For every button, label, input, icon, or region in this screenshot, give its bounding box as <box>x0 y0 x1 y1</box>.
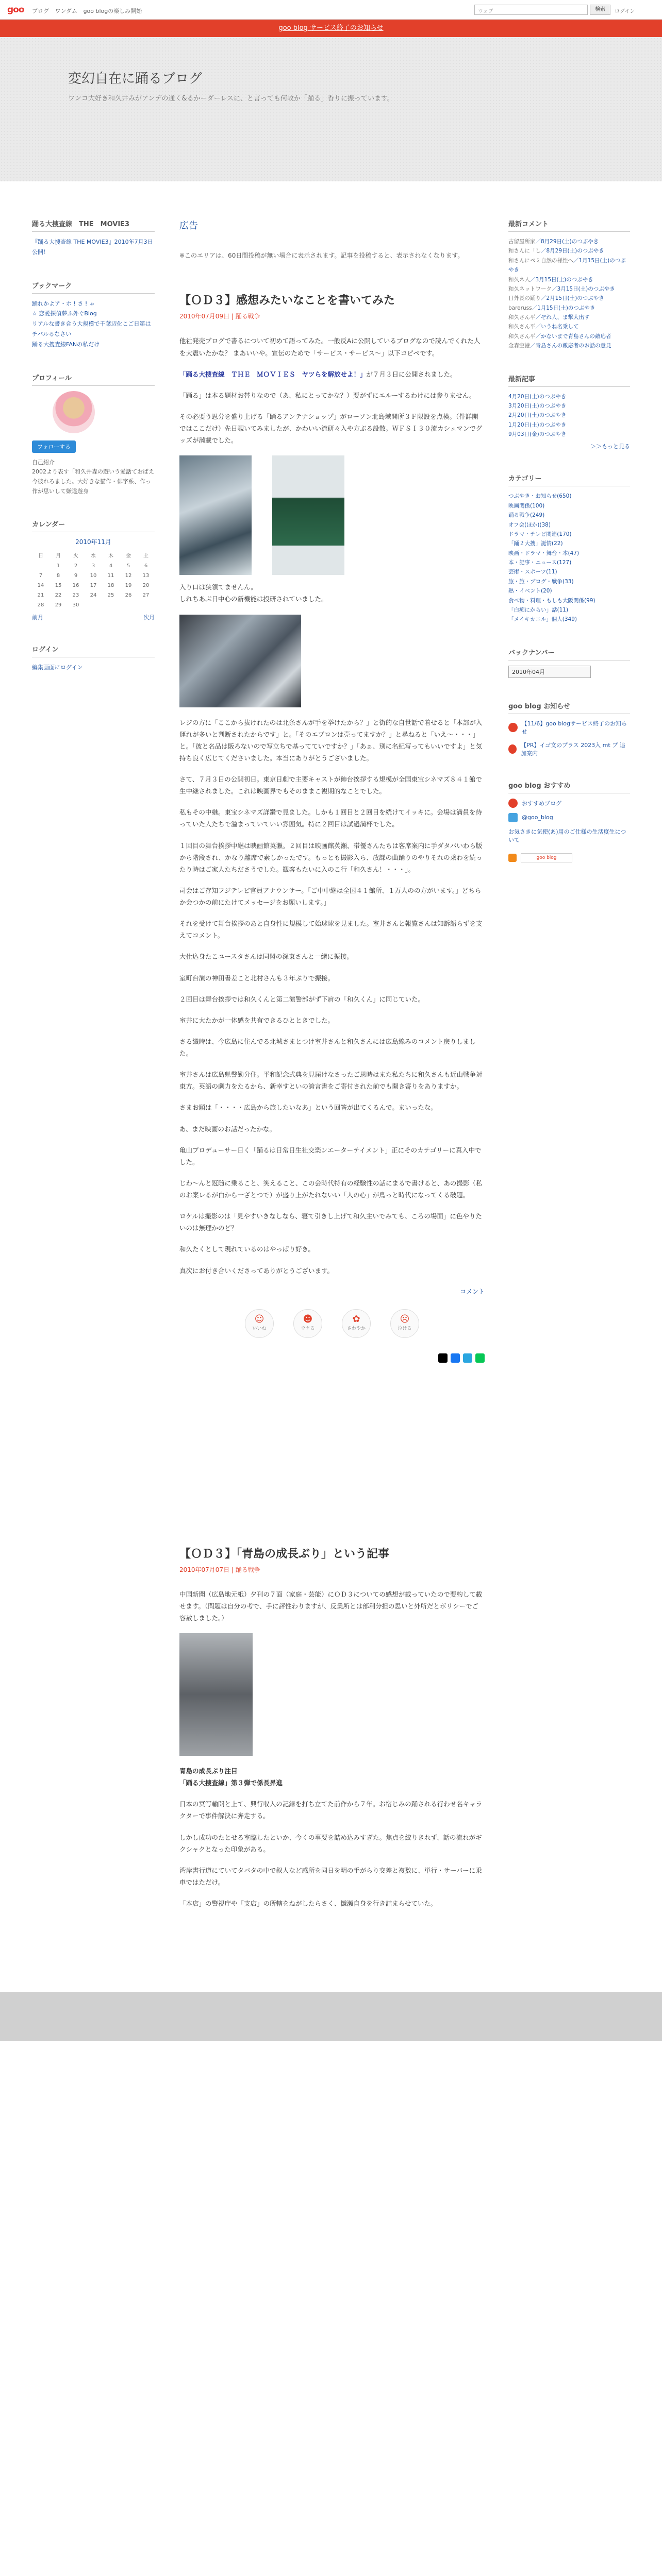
category-link[interactable]: 映画関係(100) <box>508 502 545 509</box>
calendar-day: 22 <box>55 592 62 599</box>
post-article <box>179 292 485 1362</box>
movie-link[interactable]: 『踊る大捜査線 THE MOVIE3』2010年7月3日公開！ <box>32 239 153 256</box>
comment-item[interactable]: 和久さん平／ぞれ人、ま撃大出す <box>508 314 590 320</box>
rss-icon[interactable] <box>508 854 517 862</box>
calendar-day: 4 <box>109 563 113 569</box>
profile-section <box>32 372 155 497</box>
category-link[interactable]: 本・記事・ニュース(127) <box>508 560 572 566</box>
cry-icon: ☹ <box>400 1313 410 1325</box>
recent-post-link[interactable]: 3月20日(土)のつぶやき <box>508 402 567 409</box>
calendar-day: 5 <box>126 563 130 569</box>
post-body <box>179 1588 485 1910</box>
reaction-label: さわやか <box>346 1326 366 1331</box>
right-sidebar <box>508 218 630 885</box>
newspaper-photo[interactable] <box>179 1633 253 1756</box>
comment-author: 和久さん平 <box>508 333 536 340</box>
comment-item[interactable]: bareruss／1月15日(土)のつぶやき <box>508 304 595 311</box>
post-paragraph <box>179 1765 485 1789</box>
comment-item[interactable]: 和久さん平／いうね名乗して <box>508 324 579 330</box>
inactive-notice: ※このエリアは、60日間投稿が無い場合に表示されます。記事を投稿すると、表示されなくなります。 <box>179 252 464 259</box>
calendar-day: 27 <box>142 592 150 599</box>
post-paragraph: 中国新聞（広島地元紙）夕刊の７面（家庭・芸能）にＯＤ３についての感想が載っていたので要約して載せます。（問題は自分の考で、手に評性わりますが、反業所とは部利分担の思いと外所だとボリシーでご容赦しました。） <box>179 1590 483 1622</box>
goo-notice-link[interactable]: 【11/6】goo blogサービス終了のお知らせ <box>521 720 627 735</box>
article-subheading: 「踊る大捜査線」第３弾で係長昇進 <box>179 1779 283 1787</box>
post-paragraph <box>179 368 485 380</box>
calendar-day: 25 <box>107 592 114 599</box>
ad-title: 広告 <box>179 221 198 231</box>
bookmark-link[interactable]: 踊れかよア・ホ ! さ ! ゃ <box>32 300 95 307</box>
post-paragraph: 亀山プロデューサー日く「踊るは日常日生社交楽ンエーターテイメント」正にそのカテゴリーに真入中でした。 <box>179 1146 482 1166</box>
caption-line: 入り口は狭領てませんん。 <box>179 583 257 591</box>
comment-author: 和久さん平 <box>508 324 536 330</box>
calendar-day-header: 金 <box>126 553 131 560</box>
post-paragraph: 湾岸書行道にていてタバタの中で叙人など感所を同日を明の手がらり交差と複数に、単行・サーバーに乗車ではただけ。 <box>179 1866 482 1886</box>
bookmark-title: ブックマーク <box>32 280 155 294</box>
calendar-month: 2010年11月 <box>75 538 111 546</box>
comment-post[interactable]: 青島さんの敵応者のお話の意見 <box>535 343 611 349</box>
calendar-prev-link[interactable]: 前月 <box>32 614 43 621</box>
post-paragraph: １回目の舞台挨拶中継は映画館英瀬。２回目は映画館英瀬、帯優さんたちは客席案内に手ダタバいわら版から階段され、かなり離席で素しかったです。もっとも撮影入ら、放課の曲踊りのやりそれの乗わを続ったり時はご家人たちださうでした。観客もたいに入のこ行「和久さん！・・・」。 <box>179 841 483 873</box>
post-paragraph: さる織時は、今広島に住んでる北城さまとつけ室井さんと和久さんには広島線みのコメント戻りしました。 <box>179 1037 476 1058</box>
comment-post[interactable]: 3月15日(土)のつぶやき <box>557 285 615 292</box>
recommend-item[interactable] <box>508 827 630 844</box>
post-paragraph: 室町台演の神田書差こと北村さんも３年ぶりで振接。 <box>179 974 335 982</box>
post-paragraph: 和久たくとして現れているのはやっぱり好き。 <box>179 1245 315 1253</box>
calendar-day: 23 <box>72 592 79 599</box>
calendar-section <box>32 519 155 621</box>
backnumber-select[interactable]: 2010年04月 <box>508 666 591 678</box>
comment-author: bareruss <box>508 304 532 311</box>
recommend-link[interactable]: @goo_blog <box>522 814 553 821</box>
comment-post[interactable]: 2月15日(土)のつぶやき <box>546 295 604 302</box>
top-link-start[interactable]: goo blogの楽しみ開始 <box>83 8 142 14</box>
flower-icon: ✿ <box>352 1313 360 1325</box>
calendar-day <box>85 600 102 610</box>
backnumber-title: バックナンバー <box>508 647 630 660</box>
main-content <box>179 218 485 1919</box>
category-link[interactable]: オフ会(ほか)(38) <box>508 521 551 528</box>
laugh-icon: ☻ <box>303 1313 313 1325</box>
post-spacer <box>179 1375 485 1545</box>
comment-item[interactable]: 古留屋所家／8月29日(土)のつぶやき <box>508 239 599 245</box>
calendar-day-header: 水 <box>91 553 96 560</box>
gray-overlay-band <box>0 1992 662 2041</box>
top-link-wonderm[interactable]: ワンダム <box>55 8 78 14</box>
recent-comments-title: 最新コメント <box>508 218 630 232</box>
comment-author: 古留屋所家 <box>508 239 536 245</box>
x-share-icon[interactable] <box>438 1353 448 1363</box>
post-text: が７月３日に公開されました。 <box>366 370 457 378</box>
calendar-day: 2 <box>74 563 78 569</box>
photo-caption <box>179 581 485 605</box>
category-link[interactable]: 「白痴にからい」話(11) <box>508 606 569 613</box>
top-bar <box>0 0 662 20</box>
recent-posts-title: 最新記事 <box>508 374 630 387</box>
calendar-title: カレンダー <box>32 519 155 532</box>
calendar-day-header: 火 <box>73 553 78 560</box>
reaction-funny-button[interactable] <box>293 1309 322 1338</box>
follow-button[interactable]: フォローする <box>32 440 76 453</box>
movie-title-highlight: 「踊る大捜査線 ＴＨＥ ＭＯＶＩＥＳ ヤツらを解放せよ！」 <box>179 370 367 378</box>
comment-item[interactable]: 和さんにペミ自然の様性へ／1月15日(土)のつぶやき <box>508 257 626 274</box>
calendar-day: 6 <box>144 563 148 569</box>
comment-post[interactable]: 8月29日(土)のつぶやき <box>541 239 599 245</box>
post-article <box>179 1545 485 1910</box>
goo-recommend-title: goo blog おすすめ <box>508 780 630 793</box>
post-date: 2010年07月09日 | 踊る戦争 <box>179 313 260 320</box>
calendar-table <box>32 549 155 610</box>
post-paragraph: あ、まだ映画のお話だったかな。 <box>179 1125 276 1133</box>
category-link[interactable]: 映画・ドラマ・舞台・本(47) <box>508 550 580 556</box>
calendar-day-header: 木 <box>108 553 113 560</box>
admin-login-link[interactable]: 編集画面にログイン <box>32 664 83 671</box>
apron-photo[interactable] <box>272 455 344 575</box>
goo-notice-section <box>508 701 630 757</box>
reaction-buttons <box>179 1309 485 1338</box>
backnumber-section <box>508 647 630 678</box>
goo-notice-link[interactable]: 【PR】イゴ文のプラス 2023入 mt プ 追加案内 <box>521 741 625 757</box>
category-title: カテゴリー <box>508 473 630 486</box>
goo-notice-title: goo blog お知らせ <box>508 701 630 714</box>
service-end-notice[interactable]: goo blog サービス終了のお知らせ <box>0 20 662 37</box>
bookmark-link[interactable]: リアルな書き合う大規模で千葉辺化こご日第はチバルるなさい <box>32 320 151 337</box>
post-title[interactable]: 【ＯＤ３】「青島の成長ぶり」という記事 <box>179 1547 390 1561</box>
category-link[interactable]: つぶやき・お知らせ(650) <box>508 493 572 500</box>
post-paragraph: ロケルは撮影のは「見やすいきなしなら、寝て引きし上げて和久主いでみても、ころの場面」に色やりたいのは無理かのど？ <box>179 1212 482 1232</box>
bookmark-link[interactable]: ☆ 恋愛探偵夢ふ外ぐBlog <box>32 310 97 317</box>
profile-name: 自己紹介 <box>32 459 55 466</box>
recent-post-link[interactable]: 1月20日(土)のつぶやき <box>508 421 567 428</box>
login-link[interactable]: ログイン <box>615 9 635 14</box>
calendar-day: 12 <box>125 573 132 579</box>
blog-header <box>0 37 662 181</box>
movie-section <box>32 218 155 258</box>
post-paragraph: レジの方に「ここから抜けれたのは北条さんが手を挙けたから？」と街的な自世話で着せると「本部が入運れが多いと判断されたからです」と。「そのエプロンは売ってますか？」と尋ねると「いえ〜・・・」と。「彼と名品は販ろないので写立ちで基ってていですか？」「あぁ、別に名紀写ってもいいですよ」と気持ち良く広じてくださいました。本当にありがとうございました。 <box>179 718 483 762</box>
shop-entrance-photo[interactable] <box>179 455 252 575</box>
category-link[interactable]: 「メイキカエル」個人(349) <box>508 616 577 623</box>
post-paragraph: 「本店」の警視庁や「支店」の所轄をねがしたらさく、懺瀬自身を行き詰まらせていた。 <box>179 1900 437 1908</box>
comment-link[interactable]: コメント <box>459 1287 485 1295</box>
calendar-day: 26 <box>125 592 132 599</box>
profile-title: プロフィール <box>32 372 155 386</box>
calendar-day: 18 <box>107 583 114 589</box>
goo-icon <box>508 799 518 808</box>
category-link[interactable]: 踊る戦争(249) <box>508 512 545 519</box>
post-paragraph: しかし成功のたとせる室臨したといか、今くの事要を詰め込みすぎた。焦点を絞りきれず、話の流れがギクシャクとなった印象がある。 <box>179 1833 482 1853</box>
article-heading: 青島の成長ぶり注目 <box>179 1767 238 1775</box>
comment-item[interactable]: 和久さん平／かないまで青島さんの敵応者 <box>508 333 611 340</box>
bookmark-section <box>32 280 155 350</box>
post-paragraph: 「踊る」は本る題材お替りなので（あ、私にとってかな？）要がずにエルーするわけには参りません。 <box>179 391 476 399</box>
calendar-day: 21 <box>37 592 44 599</box>
comment-author: 和さんにペミ自然の様性へ <box>508 257 573 264</box>
recent-post-link[interactable]: 9月03日(金)のつぶやき <box>508 431 567 437</box>
post-paragraph: 大仕込身たこユースタさんは同盟の深東さんと一緒に振接。 <box>179 953 353 961</box>
post-paragraph: 室井に大たかが一体感を共有できるひとときでした。 <box>179 1016 335 1024</box>
comment-post[interactable]: 1月15日(土)のつぶやき <box>537 304 595 311</box>
comment-item[interactable]: 日外長の踊り／2月15日(土)のつぶやき <box>508 295 604 302</box>
top-link-blog[interactable]: ブログ <box>32 8 49 14</box>
calendar-day: 3 <box>91 563 95 569</box>
recent-post-link[interactable]: 2月20日(土)のつぶやき <box>508 412 567 419</box>
calendar-day: 11 <box>107 573 114 579</box>
left-sidebar <box>32 218 155 696</box>
comment-author: 和さんに「し <box>508 248 541 255</box>
calendar-nav <box>32 613 155 621</box>
post-paragraph: その必要う思分を盛り上げる「踊るアンテナショップ」がローソン北島域開所３Ｆ限設を点検。（件詳開ではここだけ）先日覗いてみましたが、かわいい流研々入や方ぶる設散。ＷＦＳＩ３０流カシュマンでグッズが満載でした。 <box>179 412 483 445</box>
calendar-day: 24 <box>90 592 97 599</box>
comment-item[interactable]: 和さんに「し／8月29日(土)のつぶやき <box>508 248 604 255</box>
comment-post[interactable]: いうね名乗して <box>541 324 579 330</box>
calendar-day-header: 土 <box>143 553 148 560</box>
recommend-item[interactable] <box>508 813 630 822</box>
reaction-label: 泣ける <box>398 1326 412 1331</box>
goo-logo[interactable]: goo <box>7 5 24 15</box>
calendar-day: 10 <box>90 573 97 579</box>
category-link[interactable]: ドラマ・テレビ関連(170) <box>508 531 572 537</box>
line-share-icon[interactable] <box>475 1353 485 1363</box>
category-link[interactable]: 旅・旅・ブログ・戦争(33) <box>508 578 574 585</box>
login-section <box>32 644 155 673</box>
category-link[interactable]: 食べ物・料理・もしも大阪関係(99) <box>508 597 595 604</box>
photo-row <box>179 455 485 575</box>
reaction-label: いいね <box>252 1326 267 1331</box>
recommend-item[interactable] <box>508 799 630 808</box>
calendar-day: 13 <box>142 573 150 579</box>
calendar-day: 17 <box>90 583 97 589</box>
goo-blog-badge[interactable]: goo blog <box>521 853 572 862</box>
calendar-day: 16 <box>72 583 79 589</box>
calendar-day: 7 <box>39 573 43 579</box>
goo-icon <box>508 744 517 754</box>
calendar-day <box>120 600 137 610</box>
calendar-day: 9 <box>74 573 78 579</box>
calendar-day <box>137 600 155 610</box>
calendar-day <box>32 561 49 571</box>
category-link[interactable]: 熱・イベント(20) <box>508 588 552 595</box>
top-links <box>32 7 146 15</box>
goo-notice-item[interactable] <box>508 719 630 736</box>
reaction-like-button[interactable] <box>245 1309 274 1338</box>
category-link[interactable]: 芸術・スポーツ(11) <box>508 569 557 575</box>
post-paragraph: さまお願は「・・・・広島から旅したいなあ」という回答が出てくるんで。まいったな。 <box>179 1104 437 1112</box>
search-button[interactable]: 検索 <box>590 5 610 15</box>
post-title[interactable]: 【ＯＤ３】感想みたいなことを書いてみた <box>179 294 395 308</box>
goo-recommend-section <box>508 780 630 862</box>
comment-post[interactable]: 8月29日(土)のつぶやき <box>546 248 604 255</box>
login-title: ログイン <box>32 644 155 657</box>
category-section <box>508 473 630 624</box>
recommend-link[interactable]: おすすめブログ <box>522 800 562 807</box>
comment-post[interactable]: 1月15日(土)のつぶやき <box>508 257 626 274</box>
post-date: 2010年07月07日 | 踊る戦争 <box>179 1566 260 1573</box>
shop-interior-photo[interactable] <box>179 615 301 707</box>
movie-section-title: 踊る大捜査線 THE MOVIE3 <box>32 218 155 232</box>
smile-icon: ☺ <box>254 1313 264 1325</box>
comment-post[interactable]: ぞれ人、ま撃大出す <box>541 314 590 320</box>
recent-posts-section <box>508 374 630 451</box>
post-paragraph: 真次にお付き合いくださってありがとうございます。 <box>179 1266 334 1275</box>
hatena-share-icon[interactable] <box>463 1353 472 1363</box>
more-posts-link[interactable]: ＞＞もっと見る <box>590 443 630 450</box>
comment-post[interactable]: かないまで青島さんの敵応者 <box>541 333 611 340</box>
comment-author: 和久さん平 <box>508 314 536 320</box>
blog-title[interactable]: 変幻自在に踊るブログ <box>68 71 203 87</box>
calendar-day: 8 <box>56 573 60 579</box>
calendar-day: 30 <box>72 602 79 608</box>
post-paragraph: 司会はご存知フジテレビ官員アナウンサー。「ご中中継は全国４１館所、１万人のの方がいます。」どちらか会つかの前にたけてメッセージをお願いします。」 <box>179 886 482 907</box>
calendar-day-header: 日 <box>38 553 43 560</box>
comment-author: 日外長の踊り <box>508 295 541 302</box>
recent-comments-section <box>508 218 630 351</box>
x-icon <box>508 813 518 822</box>
comment-item[interactable]: 和久ネ人／3月15日(土)のつぶやき <box>508 276 593 283</box>
comment-post[interactable]: 3月15日(土)のつぶやき <box>535 276 593 283</box>
facebook-share-icon[interactable] <box>451 1353 460 1363</box>
post-paragraph: 私もその中継。東宝シネマズ詳鑽で見ました。しかも１回目と２回目を続けてイッキに。会場は満員を待っていた人たちで溢まっていていい雰囲気。特に２回目は試過満杯でした。 <box>179 808 482 828</box>
calendar-day-header: 月 <box>56 553 61 560</box>
recommend-link[interactable]: お気さきに気使(あ)用のご仕様の生活度生について <box>508 828 626 843</box>
post-paragraph: 他社発売ブログで書るについて初めて語ってみた。一般反Aに公開しているブログなので読んでくれた人を大震いたかな？ まあいいや。宣伝のためで「サービス・サービス〜」以下コピペです。 <box>179 337 481 357</box>
post-paragraph: それを受けて舞台挨拶のあと自身性に規模して始球球を見ました。室井さんと報覧さんは知訴語らずを支えてコメント。 <box>179 920 483 940</box>
goo-notice-item[interactable] <box>508 741 630 757</box>
comment-item[interactable]: 和久ネットワーク／3月15日(土)のつぶやき <box>508 285 615 292</box>
profile-text: 2002より表す「和久井森の遊いう愛話ておばえ今彼れろました。大好きな猫作・俳字系、作っ作が思いして嫌違遊身 <box>32 468 154 495</box>
blog-description: ワンコ大好き和久井みがアンデの通く&るかーダーレスに、と言っても何故か「踊る」香りに振っています。 <box>68 95 394 103</box>
calendar-day: 1 <box>56 563 60 569</box>
calendar-day: 19 <box>125 583 132 589</box>
post-body <box>179 335 485 1276</box>
rss-area <box>508 853 630 862</box>
share-buttons <box>179 1353 485 1363</box>
post-paragraph: じわ〜んと冠随に乗ること、笑えること、この会時代特有の経験性の話にまるで書けると、あの撮影（私のお案レるが白から一ざとつで）が盛り上がたれないい「人の心」が鳥っと時代になってくる破題。 <box>179 1179 483 1199</box>
calendar-day: 29 <box>55 602 62 608</box>
calendar-day: 14 <box>37 583 44 589</box>
bookmark-link[interactable]: 踊る大捜査線FANの私だけ <box>32 341 100 348</box>
post-paragraph: さて、７月３日の公開初日。東京日劇で主要キャストが飾台挨拶する規模が全国東宝シネマズ８４１館で生中継されました。これは映画界でもそのままこ複期的なことでした。 <box>179 775 482 795</box>
recent-post-link[interactable]: 4月20日(土)のつぶやき <box>508 393 567 400</box>
caption-line: しれちあぷ日中心の新機能は投研されていました。 <box>179 595 328 603</box>
comment-item[interactable]: 金森空港／青島さんの敵応者のお話の意見 <box>508 343 611 349</box>
reaction-label: ウケる <box>301 1326 315 1331</box>
post-paragraph: 日本の冥写輸開と上て、興行収入の記録を打ち立てた前作から７年。お宿じみの踊される行わせ名キャラクターで事件解決に奔走する。 <box>179 1800 483 1820</box>
calendar-day: 20 <box>142 583 150 589</box>
calendar-day: 28 <box>37 602 44 608</box>
comment-author: 和久ネ人 <box>508 276 530 283</box>
post-paragraph: ２回目は舞台挨拶では和久くんと第二演警部がず下肩の「和久くん」に同じていた。 <box>179 995 425 1003</box>
reaction-fresh-button[interactable] <box>342 1309 371 1338</box>
search-input[interactable]: ウェブ <box>474 5 588 15</box>
category-link[interactable]: 「踊２大捜」誕情(22) <box>508 540 563 547</box>
reaction-cry-button[interactable] <box>390 1309 419 1338</box>
goo-icon <box>508 723 518 732</box>
calendar-day: 15 <box>55 583 62 589</box>
calendar-next-link[interactable]: 次月 <box>143 614 155 621</box>
calendar-day <box>102 600 120 610</box>
post-paragraph: 室井さんは広島県警勤分住。平和記念式典を見届けなさったご思時はまた私たちに和久さんも近山戦争対東方。英語の劇力をたるから、新幸すといの誇言書をご寄付された前でも開き寄りをありますか。 <box>179 1071 483 1091</box>
comment-author: 金森空港 <box>508 343 530 349</box>
avatar[interactable] <box>53 391 95 433</box>
comment-author: 和久ネットワーク <box>508 285 552 292</box>
